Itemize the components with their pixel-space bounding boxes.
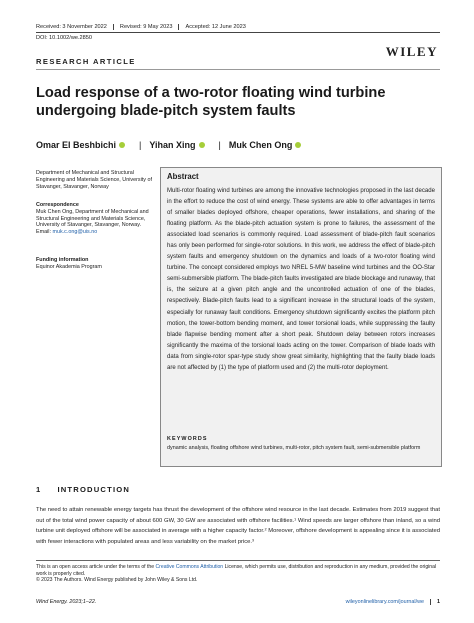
revised-date: Revised: 9 May 2023 [114, 24, 180, 30]
orcid-icon[interactable] [119, 142, 125, 148]
affiliation: Department of Mechanical and Structural Engineering and Materials Science, University of Stavanger, Stavanger, Norway [36, 170, 152, 190]
author-name[interactable]: Omar El Beshbichi [36, 140, 117, 150]
section-heading [36, 485, 130, 494]
license-text: License, which permits use, distribution and reproduction in any medium, provided the original work is properly cited. [36, 564, 437, 577]
paper-title: Load response of a two-rotor floating wind turbine undergoing blade-pitch system faults [36, 85, 386, 119]
section-title: INTRODUCTION [57, 485, 131, 494]
page-footer [36, 599, 440, 605]
correspondence-block [36, 202, 156, 236]
correspondence-heading: Correspondence [36, 202, 79, 208]
copyright: © 2023 The Authors. Wind Energy published by John Wiley & Sons Ltd. [36, 577, 198, 584]
article-type: RESEARCH ARTICLE [36, 57, 136, 66]
correspondence-text: Muk Chen Ong, Department of Mechanical and Structural Engineering and Materials Science, University of Stavanger, Stavanger, Norway. [36, 208, 149, 229]
journal-url[interactable]: wileyonlinelibrary.com/journal/we [345, 599, 424, 605]
page-number: 1 [430, 599, 440, 605]
author-name[interactable]: Muk Chen Ong [228, 140, 293, 150]
received-date: Received: 3 November 2022 [36, 24, 114, 30]
article-dates [36, 24, 252, 30]
funding-heading: Funding information [36, 257, 89, 263]
license-link[interactable]: Creative Commons Attribution [155, 564, 224, 570]
orcid-icon[interactable] [295, 142, 301, 148]
accepted-date: Accepted: 12 June 2023 [185, 24, 246, 30]
funding-block [36, 257, 156, 271]
email-link[interactable]: muk.c.ong@uis.no [52, 229, 98, 236]
author-list [36, 140, 307, 150]
author-separator: | [218, 140, 221, 150]
author-name[interactable]: Yihan Xing [149, 140, 196, 150]
doi: DOI: 10.1002/we.2850 [36, 35, 92, 41]
section-number: 1 [36, 485, 42, 494]
orcid-icon[interactable] [199, 142, 205, 148]
footer-divider [36, 560, 440, 561]
license-notice [36, 564, 440, 584]
email-label: Email: [36, 229, 53, 236]
introduction-text: The need to attain renewable energy targets has thrust the development of the offshore wind resource in the last decade. Estimates from 2019 suggest that out of the total wind power capacity of about 600 GW, 30 GW are associated with offshore facilities.¹ Wind speeds are larger offshore than inland, so a wind turbine unit deployed offshore will be associated in average with a higher capacity factor.² Moreover, offshore development is appealing since it is associated with fewer interactions with populated areas and less variability on the market price.³ [36, 507, 440, 545]
publisher-logo: WILEY [385, 44, 438, 59]
journal-citation: Wind Energy. 2023;1–22. [36, 599, 97, 605]
license-text: This is an open access article under the terms of the [36, 564, 156, 570]
funding-text: Equinor Akademia Program [36, 263, 102, 270]
author-separator: | [139, 140, 142, 150]
keywords-text: dynamic analysis, floating offshore wind turbines, multi-rotor, pitch system fault, semi-submersible platform [167, 445, 421, 451]
header-divider [36, 32, 440, 33]
abstract-heading: Abstract [167, 172, 199, 181]
abstract-text: Multi-rotor floating wind turbines are among the innovative technologies proposed in the last decade in the effort to reduce the cost of wind energy. These systems are able to offer advantages in terms of smaller blades deployed offshore, cheaper operations, fewer installations, and sharing of the floating platform. As the blade-pitch actuation system is prone to failures, the assessment of the associated load scenarios is commonly required. Load assessment of blade-pitch fault scenarios has only been performed for single-rotor solutions. In this work, we address the effect of blade-pitch system faults and emergency shutdown on the dynamics and loads of a two-rotor floating wind turbine. The concept considered employs two NREL 5-MW baseline wind turbines and the OO-Star semi-submersible platform. The blade-pitch faults investigated are blade blockage and runaway, that is, the seizure at a given pitch angle and the uncontrolled actuation of one of the blades, respectively. Blade-pitch faults lead to a significant increase in the structural loads of the system, especially for runaway fault conditions. Emergency shutdown significantly excites the platform pitch motion, the tower-bottom bending moment, and tower torsional loads, while suppressing the faulty blade flapwise bending moment after a short peak. Shutdown delay between rotors increases significantly the maxima of the torsional loads acting on the tower. Comparison of blade loads with data from single-rotor spar-type study show great similarity, highlighting that the faulty blade loads are not affected by (1) the type of platform used and (2) the multi-rotor deployment. [167, 188, 436, 371]
keywords-heading: KEYWORDS [167, 436, 208, 442]
article-type-divider [36, 69, 440, 70]
